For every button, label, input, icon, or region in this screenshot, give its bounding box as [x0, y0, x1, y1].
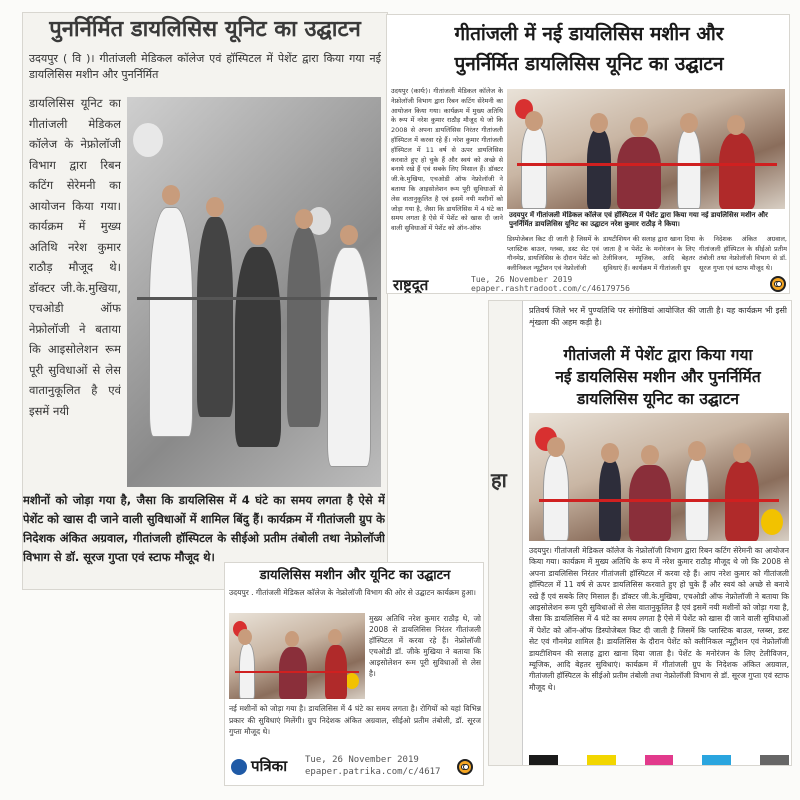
clip-top-right-headline-2: पुनर्निर्मित डायलिसिस यूनिट का उद्घाटन	[454, 53, 724, 75]
color-calibration-bar	[529, 755, 789, 766]
clip-right-headline-3: डायलिसिस यूनिट का उद्घाटन	[577, 390, 739, 408]
rashtradoot-date: Tue, 26 November 2019	[471, 275, 573, 284]
clip-right-intro: प्रतिवर्ष जिले भर में पुण्यतिथि पर संगोष्ठियां आयोजित की जाती है। यह कार्यक्रम भी इसी शृंखला की अहम कड़ी है।	[529, 306, 787, 327]
clip-left-photo	[127, 97, 381, 487]
calibration-swatch	[645, 755, 674, 766]
owl-icon	[457, 759, 473, 775]
clip-left-headline: पुनर्निर्मित डायलिसिस यूनिट का उद्घाटन	[49, 17, 361, 42]
clip-top-right	[386, 14, 790, 294]
calibration-swatch	[731, 755, 760, 766]
clip-top-right-col4: के निदेशक अंकित अग्रवाल, गीतांजली हॉस्पिटल के सीईओ प्रतीम तंबोली तथा नेफ्रोलॉजी विभाग से डॉ. सूरज गुप्ता एवं स्टाफ मौजूद थे।	[699, 235, 787, 272]
patrika-date: Tue, 26 November 2019	[305, 755, 419, 765]
clip-bottom-photo	[229, 613, 365, 699]
patrika-logo-icon	[231, 759, 247, 775]
patrika-url: epaper.patrika.com/c/4617	[305, 767, 441, 777]
clip-top-right-col3: डायटीशियन की सलाह द्वारा खाना दिया जाता है व पेशेंट के मनोरंजन के लिए टेलीविजन, म्यूजिक, आदि बेहतर सुविधाएं हैं। कार्यक्रम में गीतांजली ग्रुप	[603, 235, 695, 272]
clip-top-right-photo	[507, 89, 785, 209]
owl-icon	[770, 276, 786, 292]
rashtradoot-masthead: राष्ट्रदूत	[393, 276, 429, 294]
patrika-masthead: पत्रिका	[251, 757, 288, 775]
clip-right-photo	[529, 413, 789, 541]
clip-left-body-top: उदयपुर ( वि )। गीतांजली मेडिकल कॉलेज एवं हॉस्पिटल में पेशेंट द्वारा किया गया नई डायलिसिस मशीन और पुनर्निर्मित	[29, 52, 381, 81]
calibration-swatch	[587, 755, 616, 766]
clip-right	[488, 300, 792, 766]
clip-right-side-strip	[489, 301, 523, 766]
clip-bottom-body-top: उदयपुर . गीतांजली मेडिकल कॉलेज के नेफ्रोलॉजी विभाग की ओर से उद्घाटन कार्यक्रम हुआ।	[229, 588, 476, 597]
clip-bottom-headline: डायलिसिस मशीन और यूनिट का उद्घाटन	[259, 568, 451, 583]
calibration-swatch	[702, 755, 731, 766]
clip-bottom	[224, 562, 484, 786]
clip-bottom-body-side: मुख्य अतिथि नरेश कुमार राठौड़ थे, जो 2008 से डायलिसिस निरंतर गीतांजली हॉस्पिटल में करवा रहे हैं। नेफ्रोलॉजी एचओडी डॉ. जीके मुखिया ने बताया कि आइसोलेशन रूम पूरी सुविधाओं से लेस है।	[369, 614, 481, 678]
calibration-swatch	[760, 755, 789, 766]
clip-left-body-side: डायलिसिस यूनिट का गीतांजली मेडिकल कॉलेज के नेफ्रोलॉजी विभाग द्वारा रिबन कटिंग सेरेमनी का आयोजन किया गया। कार्यक्रम में मुख्य अतिथि नरेश कुमार राठौड़ मौजूद थे। डॉक्टर जी.के.मुखिया, एचओडी ऑफ नेफ्रोलॉजी ने बताया कि आइसोलेशन रूम पूरी सुविधाओं से लेस वातानुकूलित है एवं इसमें नयी	[29, 96, 121, 418]
clip-left-body-bottom: मशीनों को जोड़ा गया है, जैसा कि डायलिसिस में 4 घंटे का समय लगता है ऐसे में पेशेंट को खास दी जाने वाली सुविधाओं में शामिल बिंदु हैं। कार्यक्रम में गीतांजली ग्रुप के निदेशक अंकित अग्रवाल, गीतांजली हॉस्पिटल के सीईओ प्रतीम तंबोली तथा नेफ्रोलॉजी विभाग से डॉ. सूरज गुप्ता एवं स्टाफ मौजूद थे।	[23, 493, 385, 564]
calibration-swatch	[558, 755, 587, 766]
clip-top-right-caption: उदयपुर में गीतांजली मेडिकल कॉलेज एवं हॉस्पिटल में पेशेंट द्वारा किया गया नई डायलिसिस मशीन और पुनर्निर्मित डायलिसिस यूनिट का उद्घाटन नरेश कुमार राठौड़ ने किया।	[509, 211, 768, 228]
calibration-swatch	[616, 755, 645, 766]
clip-right-body: उदयपुर। गीतांजली मेडिकल कॉलेज के नेफ्रोलॉजी विभाग द्वारा रिबन कटिंग सेरेमनी का आयोजन किया गया। कार्यक्रम में मुख्य अतिथि के रूप में नरेश कुमार राठौड़ मौजूद थे जो कि 2008 से अपना डायलिसिस निरंतर गीतांजली हॉस्पिटल में करवा रहे हैं। आप नरेश कुमार को गीतांजली हॉस्पिटल में 11 वर्ष से ऊपर डायलिसिस करवाते हुए हो चुके हैं और स्वयं को अच्छे से बनाये रखे हैं एवं सबके लिए मिसाल हैं। डॉक्टर जी.के.मुखिया, एचओडी ऑफ नेफ्रोलॉजी ने बताया कि आइसोलेशन रूम पूरी सुविधाओं से लेस वातानुकूलित है एवं इसमें नयी मशीनों को जोड़ा गया है, जैसा कि डायलिसिस में 4 घंटे का समय लगता है ऐसे में पेशेंट को खास दी जाने वाली सुविधाओं में पेशेंट को ऑन-ऑफ डिस्पोजेबल किट दी जाती है जिसमें कि प्लास्टिक बाउल, ग्लब्स, डस्ट सेट एवं गौनमेप्न शामिल है। डायलिसिस के दौरान पेशेंट को क्लीनिकल न्यूट्रीशन एवं नेफ्रोलॉजी डायटीशियन की सलाह द्वारा खाना दिया जाता है। पेशेंट के मनोरंजन के लिए टेलीविजन, म्यूजिक, आदि बेहतर सुविधाएं। कार्यक्रम में गीतांजली ग्रुप के निदेशक अंकित अग्रवाल, गीतांजली हॉस्पिटल के सीईओ प्रतीम तंबोली तथा नेफ्रोलॉजी विभाग से डॉ. सूरज गुप्ता एवं स्टाफ मौजूद थे।	[529, 546, 789, 692]
clip-top-right-headline-1: गीतांजली में नई डायलिसिस मशीन और	[454, 23, 724, 45]
calibration-swatch	[673, 755, 702, 766]
clip-right-headline-2: नई डायलिसिस मशीन और पुनर्निर्मित	[555, 368, 761, 386]
calibration-swatch	[529, 755, 558, 766]
clip-right-side-fragment: हा	[491, 468, 507, 492]
clip-top-right-col2: डिस्पोजेबल किट दी जाती है जिसमें के प्लास्टिक बाउल, ग्लब्स, डस्ट सेट एवं गौनमेप्न, डायलिसिस के दौरान पेशेंट को क्लीनिकल न्यूट्रीशन एवं नेफ्रोलॉजी	[507, 235, 599, 272]
rashtradoot-url: epaper.rashtradoot.com/c/46179756	[471, 284, 630, 293]
clip-bottom-body-bottom: नई मशीनों को जोड़ा गया है। डायलिसिस में 4 घंटे का समय लगता है। रोगियों को यहां विभिन्न प्रकार की सुविधाएं मिलेंगी। ग्रुप निदेशक अंकित अग्रवाल, सीईओ प्रतीम तंबोली, डॉ. सूरज गुप्ता मौजूद थे।	[229, 704, 481, 736]
clip-top-right-body-col: उदयपुर (कार्यः)। गीतांजली मेडिकल कॉलेज के नेफ्रोलॉजी विभाग द्वारा रिबन कटिंग सेरेमनी का आयोजन किया गया। कार्यक्रम में मुख्य अतिथि के रूप में नरेश कुमार राठौड़ मौजूद थे जो कि 2008 से अपना डायलिसिस निरंतर गीतांजली हॉस्पिटल में करवा रहे हैं। नरेश कुमार गीतांजली हॉस्पिटल में 11 वर्ष से ऊपर डायलिसिस करवाते हुए हो चुके हैं और स्वयं को अच्छे से बनाये रखे हैं एवं सबके लिए मिसाल हैं। डॉक्टर जी.के.मुखिया, एचओडी ऑफ नेफ्रोलॉजी ने बताया कि आइसोलेशन रूम पूरी सुविधाओं से लेस वातानुकूलित है एवं इसमें नयी मशीनों को जोड़ा गया है, जैसा कि डायलिसिस में 4 घंटे का समय लगता है ऐसे में पेशेंट को खास दी जाने वाली सुविधाओं में पेशेंट को ऑन-ऑफ	[391, 87, 503, 233]
clip-right-headline-1: गीतांजली में पेशेंट द्वारा किया गया	[563, 346, 753, 364]
clip-left	[22, 12, 388, 590]
